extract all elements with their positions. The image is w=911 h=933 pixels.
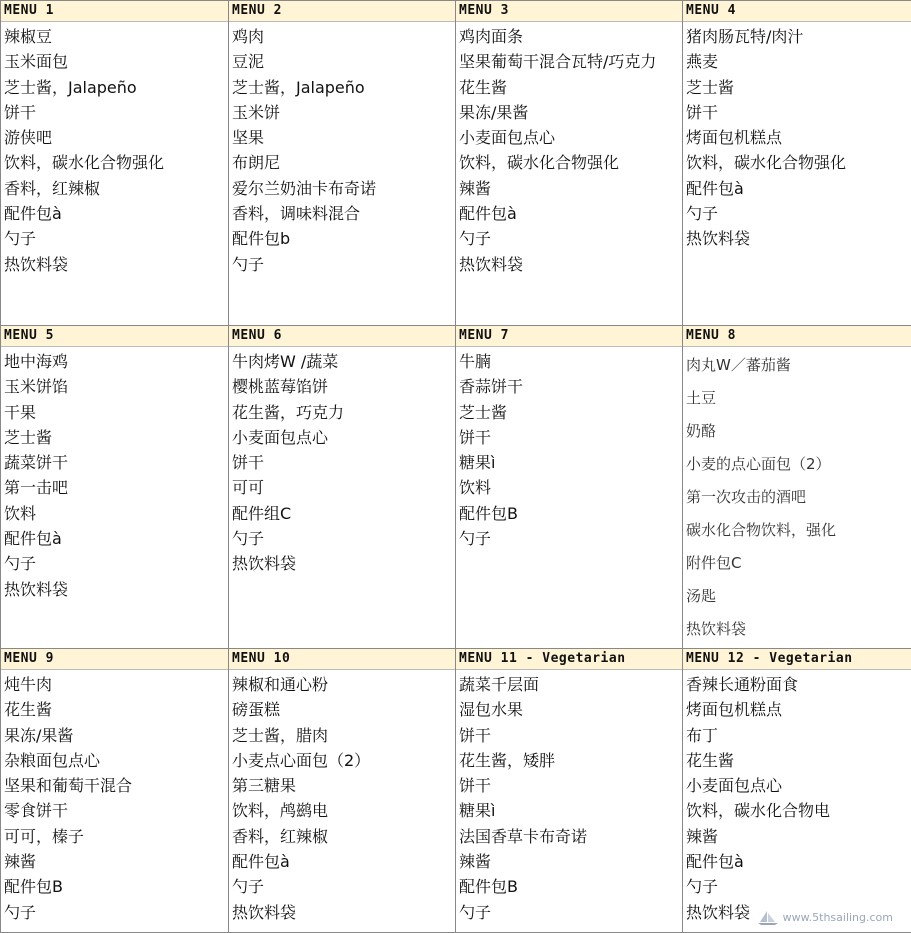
menu-item: 热饮料袋	[232, 551, 455, 576]
menu-item: 香料，调味料混合	[232, 201, 455, 226]
menu-item: 芝士酱	[686, 75, 911, 100]
menu-cell	[1, 326, 229, 649]
menu-item: 辣酱	[4, 849, 228, 874]
menu-item: 坚果葡萄干混合瓦特/巧克力	[459, 49, 669, 74]
menu-item: 香蒜饼干	[459, 374, 682, 399]
menu-item: 饮料，鸬鹚电	[232, 798, 455, 823]
menu-cell	[229, 1, 456, 326]
menu-item: 配件包b	[232, 226, 455, 251]
menu-item: 饼干	[459, 773, 682, 798]
menu-item: 芝士酱	[4, 425, 228, 450]
menu-item-list	[456, 347, 682, 551]
menu-title: MENU 6	[229, 326, 455, 347]
menu-item: 热饮料袋	[4, 252, 228, 277]
menu-item: 饼干	[459, 723, 682, 748]
menu-item: 糖果ì	[459, 450, 682, 475]
menu-item: 辣酱	[459, 176, 682, 201]
menu-item: 碳水化合物饮料，强化	[686, 514, 911, 547]
menu-item: 饮料，碳水化合物强化	[4, 150, 228, 175]
menu-item: 热饮料袋	[686, 613, 911, 646]
menu-item: 牛肉烤W /蔬菜	[232, 349, 455, 374]
menu-item: 配件包à	[4, 201, 228, 226]
menu-item: 小麦的点心面包（2）	[686, 448, 911, 481]
menu-row	[1, 1, 911, 326]
menu-item: 玉米饼	[232, 100, 455, 125]
menu-item: 香料，红辣椒	[4, 176, 228, 201]
menu-item: 燕麦	[686, 49, 911, 74]
menu-cell	[683, 649, 911, 933]
menu-item: 勺子	[4, 900, 228, 925]
menu-item: 烤面包机糕点	[686, 125, 911, 150]
menu-item-list	[456, 670, 682, 925]
menu-item: 花生酱，矮胖	[459, 748, 682, 773]
menu-item: 配件包à	[686, 176, 911, 201]
menu-item: 饼干	[232, 450, 455, 475]
menu-item-list	[1, 22, 228, 277]
menu-item: 玉米面包	[4, 49, 228, 74]
menu-item: 土豆	[686, 382, 911, 415]
menu-title: MENU 10	[229, 649, 455, 670]
menu-item: 饮料，碳水化合物强化	[459, 150, 682, 175]
menu-item: 蔬菜饼干	[4, 450, 228, 475]
menu-item: 辣椒豆	[4, 24, 228, 49]
menu-item: 豆泥	[232, 49, 455, 74]
menu-item: 猪肉肠瓦特/肉汁	[686, 24, 911, 49]
menu-item: 花生酱	[686, 748, 911, 773]
menu-item: 芝士酱	[459, 400, 682, 425]
menu-title: MENU 8	[683, 326, 911, 347]
menu-item-list	[683, 670, 911, 925]
menu-item: 磅蛋糕	[232, 697, 455, 722]
menu-item: 烤面包机糕点	[686, 697, 911, 722]
sailboat-icon	[757, 910, 779, 926]
menu-item: 勺子	[232, 252, 455, 277]
menu-item: 芝士酱，Jalapeño	[232, 75, 455, 100]
menu-item: 饼干	[459, 425, 682, 450]
menu-item-list	[683, 347, 911, 646]
menu-item: 牛腩	[459, 349, 682, 374]
menu-item: 配件包B	[459, 501, 682, 526]
menu-item: 勺子	[686, 201, 911, 226]
menu-item: 配件组C	[232, 501, 455, 526]
menu-item: 果冻/果酱	[459, 100, 682, 125]
menu-item: 糖果ì	[459, 798, 682, 823]
menu-item: 热饮料袋	[686, 900, 911, 925]
menu-item: 辣酱	[686, 824, 911, 849]
menu-item: 布朗尼	[232, 150, 455, 175]
menu-title: MENU 4	[683, 1, 911, 22]
menu-item: 配件包à	[686, 849, 911, 874]
menu-title: MENU 1	[1, 1, 228, 22]
menu-item: 花生酱，巧克力	[232, 400, 455, 425]
menu-cell	[1, 1, 229, 326]
menu-item: 布丁	[686, 723, 911, 748]
menu-cell	[683, 1, 911, 326]
menu-item: 法国香草卡布奇诺	[459, 824, 682, 849]
menu-item: 辣酱	[459, 849, 682, 874]
menu-item: 热饮料袋	[459, 252, 682, 277]
menu-item: 可可	[232, 475, 455, 500]
menu-title: MENU 7	[456, 326, 682, 347]
menu-item: 湿包水果	[459, 697, 682, 722]
menu-item: 芝士酱，Jalapeño	[4, 75, 228, 100]
menu-item: 饮料，碳水化合物强化	[686, 150, 911, 175]
menu-item-list	[229, 670, 455, 925]
menu-item: 果冻/果酱	[4, 723, 228, 748]
menu-item: 配件包à	[459, 201, 682, 226]
menu-item: 樱桃蓝莓馅饼	[232, 374, 455, 399]
menu-item: 饼干	[4, 100, 228, 125]
menu-item-list	[1, 670, 228, 925]
menu-cell	[456, 1, 683, 326]
menu-item: 饮料	[459, 475, 682, 500]
menu-item: 可可，榛子	[4, 824, 228, 849]
menu-title: MENU 11 - Vegetarian	[456, 649, 682, 670]
menu-item: 第一击吧	[4, 475, 228, 500]
menu-item-list	[1, 347, 228, 602]
menu-item-list	[229, 347, 455, 577]
menu-item: 肉丸W／蕃茄酱	[686, 349, 911, 382]
menu-item: 奶酪	[686, 415, 911, 448]
menu-item: 杂粮面包点心	[4, 748, 228, 773]
menu-item: 芝士酱，腊肉	[232, 723, 455, 748]
menu-item: 鸡肉	[232, 24, 455, 49]
menu-item: 花生酱	[4, 697, 228, 722]
menu-cell	[683, 326, 911, 649]
menu-item: 坚果	[232, 125, 455, 150]
menu-item-list	[456, 22, 682, 277]
menu-item: 干果	[4, 400, 228, 425]
menu-item: 花生酱	[459, 75, 682, 100]
menu-item: 辣椒和通心粉	[232, 672, 455, 697]
menu-item-list	[683, 22, 911, 252]
menu-item: 游侠吧	[4, 125, 228, 150]
menu-item-list	[229, 22, 455, 277]
menu-item: 勺子	[459, 526, 682, 551]
menu-item: 配件包B	[459, 874, 682, 899]
menu-cell	[229, 326, 456, 649]
menu-item: 小麦点心面包（2）	[232, 748, 455, 773]
menu-item: 香辣长通粉面食	[686, 672, 911, 697]
menu-title: MENU 12 - Vegetarian	[683, 649, 911, 670]
menu-item: 勺子	[4, 551, 228, 576]
menu-item: 鸡肉面条	[459, 24, 682, 49]
menu-title: MENU 9	[1, 649, 228, 670]
menu-item: 配件包à	[232, 849, 455, 874]
menu-item: 蔬菜千层面	[459, 672, 682, 697]
menu-item: 热饮料袋	[686, 226, 911, 251]
menu-row	[1, 649, 911, 933]
menu-cell	[229, 649, 456, 933]
menu-title: MENU 3	[456, 1, 682, 22]
menu-item: 饮料，碳水化合物电	[686, 798, 911, 823]
menu-title: MENU 5	[1, 326, 228, 347]
menu-title: MENU 2	[229, 1, 455, 22]
menu-item: 零食饼干	[4, 798, 228, 823]
menu-item: 勺子	[686, 874, 911, 899]
menu-cell	[456, 326, 683, 649]
menu-item: 饼干	[686, 100, 911, 125]
menu-item: 配件包à	[4, 526, 228, 551]
menu-item: 坚果和葡萄干混合	[4, 773, 228, 798]
menu-item: 勺子	[4, 226, 228, 251]
menu-item: 玉米饼馅	[4, 374, 228, 399]
menu-item: 勺子	[459, 900, 682, 925]
menu-item: 饮料	[4, 501, 228, 526]
menu-item: 小麦面包点心	[232, 425, 455, 450]
menu-row	[1, 326, 911, 649]
menu-item: 勺子	[232, 874, 455, 899]
watermark-text: www.5thsailing.com	[783, 911, 893, 924]
menu-cell	[456, 649, 683, 933]
menu-item: 附件包C	[686, 547, 911, 580]
menu-item: 热饮料袋	[232, 900, 455, 925]
watermark	[757, 910, 893, 926]
menu-cell	[1, 649, 229, 933]
menu-item: 地中海鸡	[4, 349, 228, 374]
menu-item: 爱尔兰奶油卡布奇诺	[232, 176, 455, 201]
menu-item: 小麦面包点心	[459, 125, 682, 150]
menu-item: 第一次攻击的酒吧	[686, 481, 911, 514]
menu-item: 热饮料袋	[4, 577, 228, 602]
menu-item: 第三糖果	[232, 773, 455, 798]
menu-item: 小麦面包点心	[686, 773, 911, 798]
menu-item: 勺子	[232, 526, 455, 551]
menu-item: 汤匙	[686, 580, 911, 613]
menu-item: 配件包B	[4, 874, 228, 899]
menu-item: 勺子	[459, 226, 682, 251]
menu-item: 炖牛肉	[4, 672, 228, 697]
menu-item: 香料，红辣椒	[232, 824, 455, 849]
